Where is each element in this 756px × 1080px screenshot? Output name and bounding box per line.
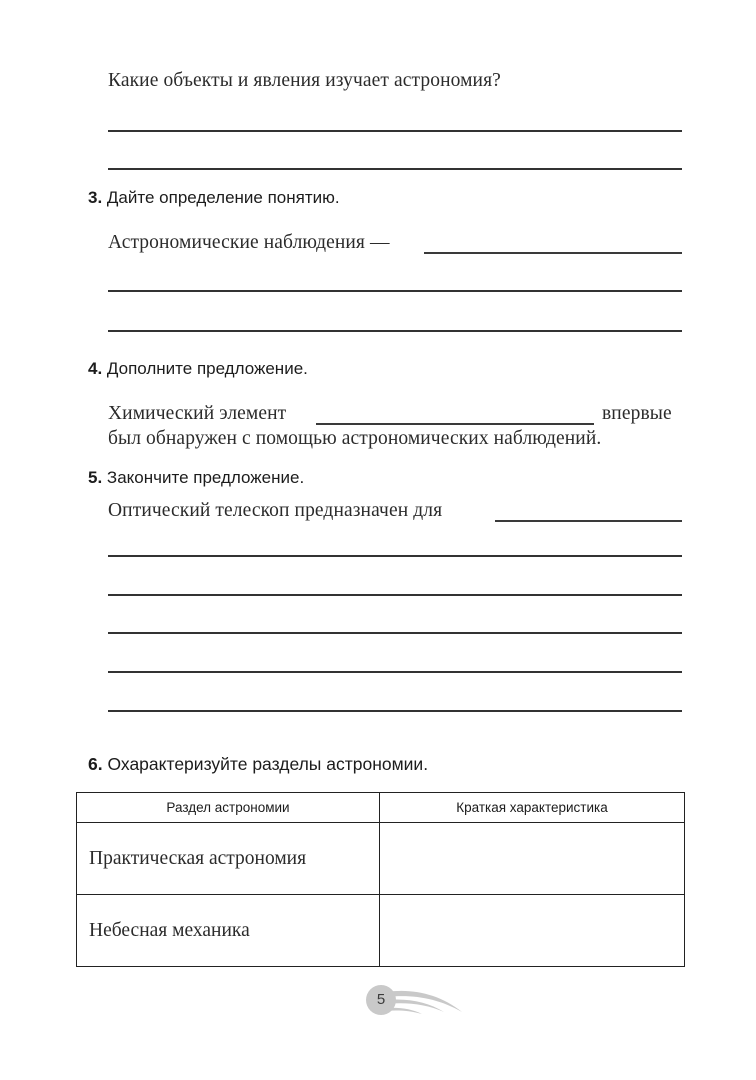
table-cell-description[interactable] [380, 823, 685, 895]
task-5-heading [88, 468, 304, 488]
answer-line[interactable] [108, 130, 682, 132]
task-5-number: 5. [88, 468, 103, 487]
top-question-text: Какие объекты и явления изучает астрономия? [108, 70, 501, 91]
task-6-title: Охарактеризуйте разделы астрономии. [107, 754, 429, 774]
page-number: 5 [376, 991, 386, 1008]
task-4-sentence-end: впервые [602, 403, 672, 424]
task-5-prompt: Оптический телескоп предназначен для [108, 500, 443, 521]
answer-line[interactable] [108, 290, 682, 292]
table-header-section: Раздел астрономии [77, 793, 380, 823]
table-cell-section: Практическая астрономия [77, 823, 380, 895]
answer-line[interactable] [108, 555, 682, 557]
answer-line[interactable] [108, 671, 682, 673]
task-3-heading [88, 188, 340, 208]
task-3-title: Дайте определение понятию. [106, 188, 340, 207]
task-6-number: 6. [88, 754, 103, 774]
answer-blank-inline[interactable] [495, 520, 682, 522]
table-row [77, 895, 685, 967]
answer-blank-inline[interactable] [424, 252, 682, 254]
answer-line[interactable] [108, 594, 682, 596]
table-header-row [77, 793, 685, 823]
table-header-description: Краткая характеристика [380, 793, 685, 823]
task-5-title: Закончите предложение. [106, 468, 305, 487]
answer-line[interactable] [108, 632, 682, 634]
answer-line[interactable] [108, 710, 682, 712]
task-3-number: 3. [88, 188, 103, 207]
task-4-sentence-line2: был обнаружен с помощью астрономических наблюдений. [108, 428, 602, 449]
table-cell-description[interactable] [380, 895, 685, 967]
answer-line[interactable] [108, 168, 682, 170]
astronomy-sections-table [76, 792, 685, 967]
task-4-heading [88, 359, 308, 379]
table-row [77, 823, 685, 895]
task-4-number: 4. [88, 359, 103, 378]
answer-line[interactable] [108, 330, 682, 332]
task-4-title: Дополните предложение. [106, 359, 308, 378]
task-6-heading [88, 754, 428, 775]
page-footer [352, 978, 472, 1030]
answer-blank-inline[interactable] [316, 423, 594, 425]
task-3-prompt: Астрономические наблюдения — [108, 232, 390, 253]
table-cell-section: Небесная механика [77, 895, 380, 967]
task-4-sentence-start: Химический элемент [108, 403, 287, 424]
